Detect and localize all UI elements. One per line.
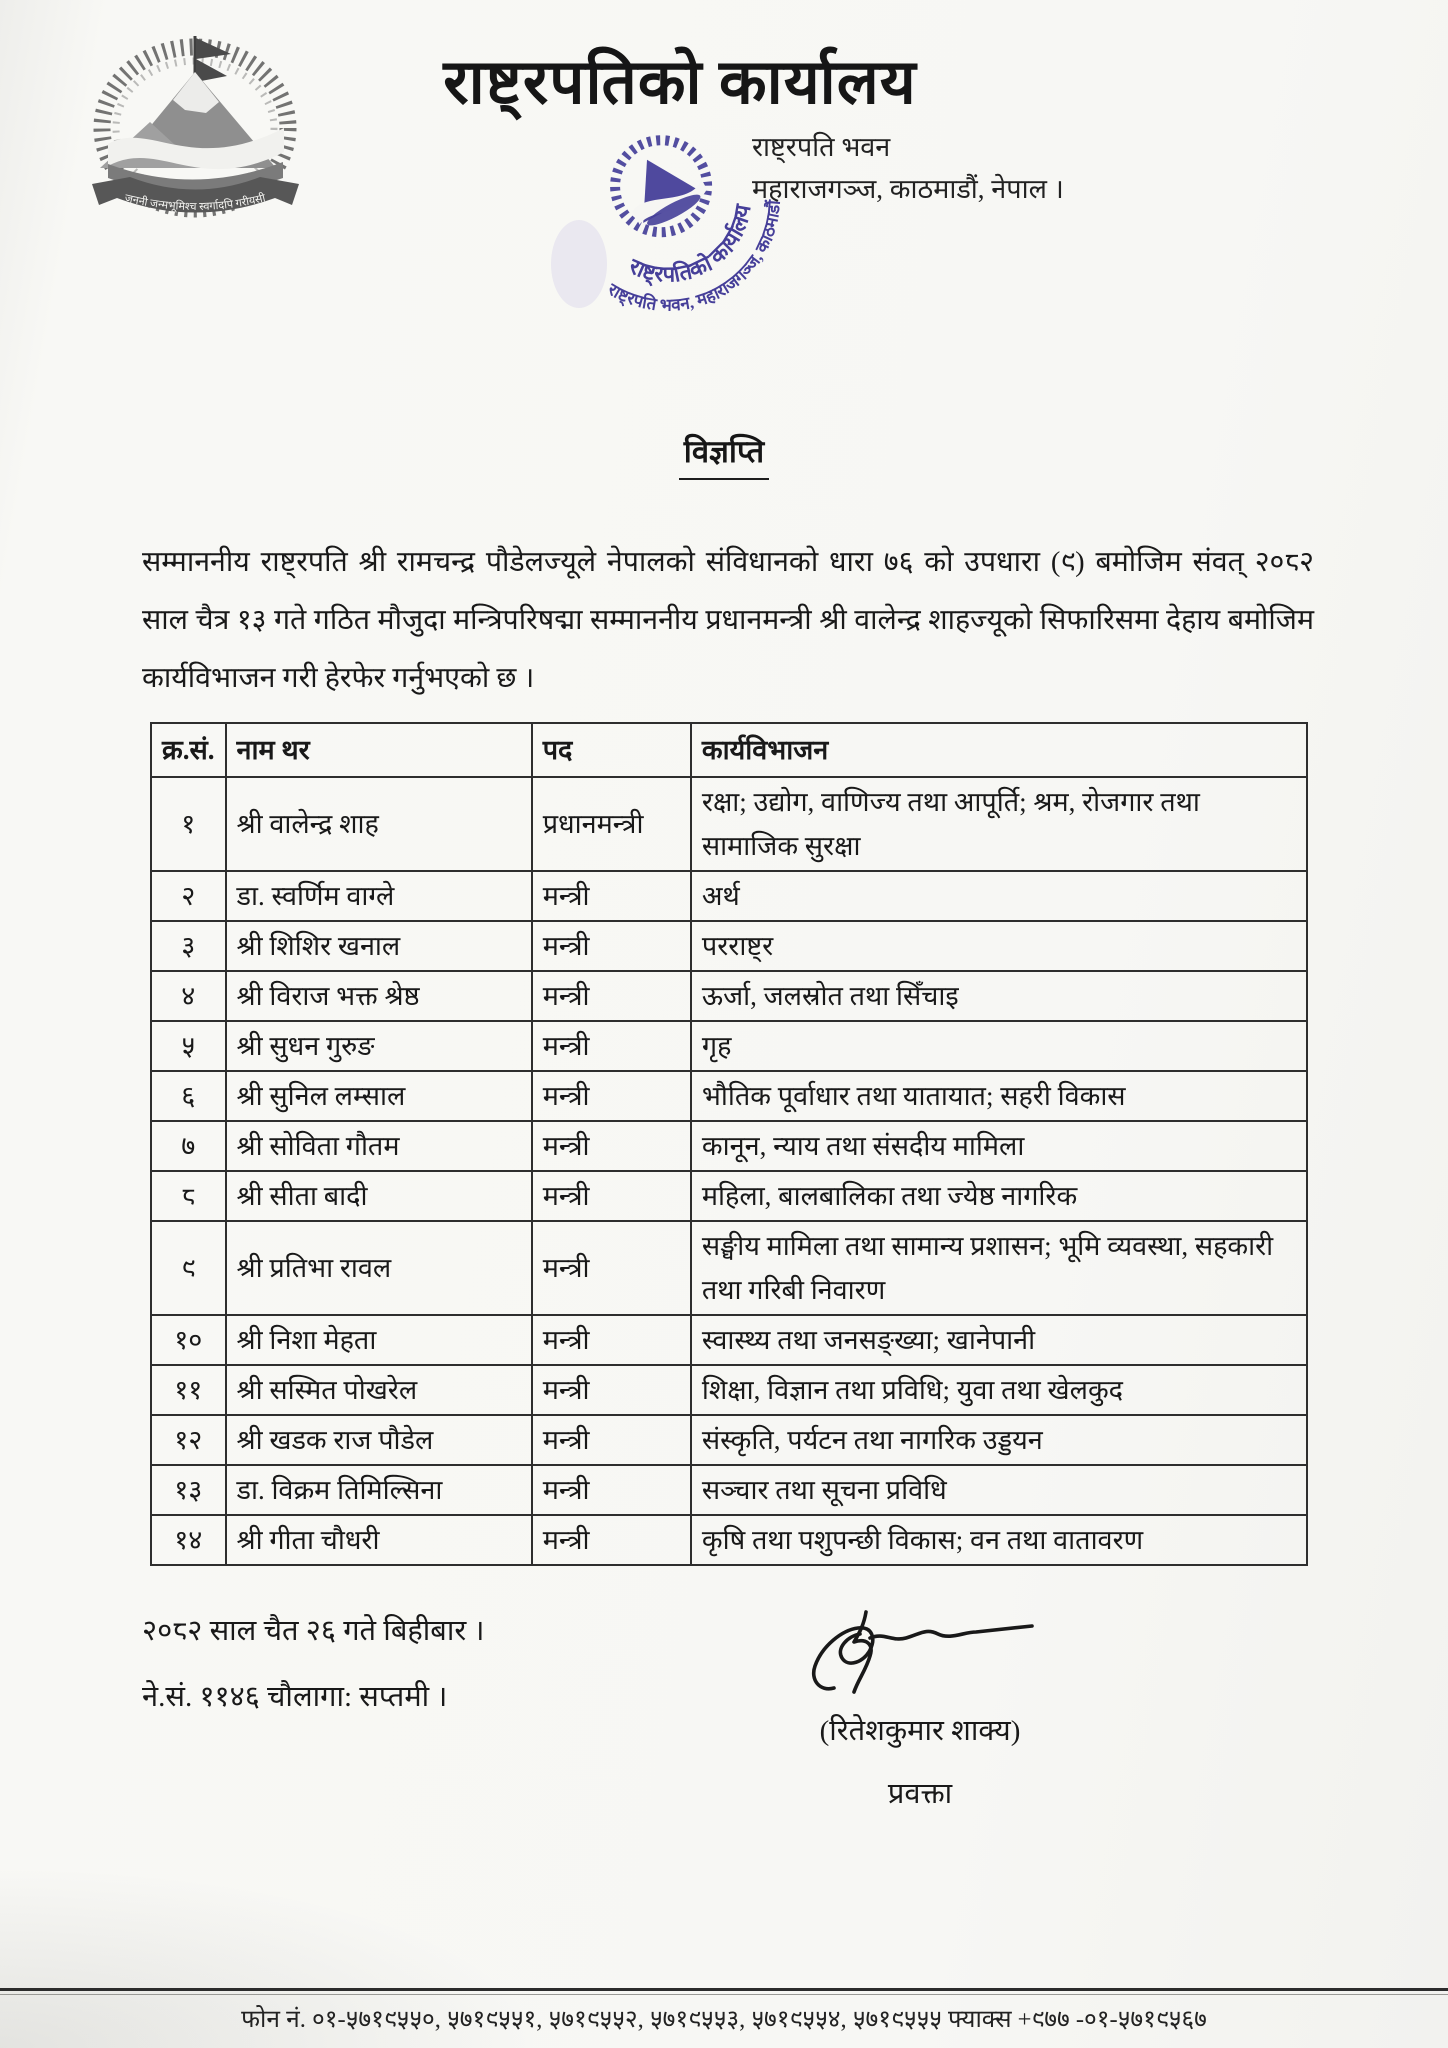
cell-position: मन्त्री	[532, 921, 691, 971]
cell-serial-number: १३	[151, 1465, 226, 1515]
cell-serial-number: ८	[151, 1171, 226, 1221]
cell-position: मन्त्री	[532, 1415, 691, 1465]
table-row	[151, 1021, 1307, 1071]
cell-portfolio: स्वास्थ्य तथा जनसङ्ख्या; खानेपानी	[691, 1315, 1307, 1365]
cell-position: मन्त्री	[532, 1365, 691, 1415]
cell-position: मन्त्री	[532, 1021, 691, 1071]
footer-rule	[0, 1988, 1448, 1991]
notice-title: विज्ञप्ति	[679, 430, 769, 480]
signatory-title: प्रवक्ता	[887, 1778, 953, 1810]
notice-body-paragraph: सम्माननीय राष्ट्रपति श्री रामचन्द्र पौडेलज्यूले नेपालको संविधानको धारा ७६ को उपधारा (९) बमोजिम संवत् २०८२ साल चैत्र १३ गते गठित मौजुदा मन्त्रिपरिषद्मा सम्माननीय प्रधानमन्त्री श्री वालेन्द्र शाहज्यूको सिफारिसमा देहाय बमोजिम कार्यविभाजन गरी हेरफेर गर्नुभएको छ ।	[142, 547, 1314, 694]
cell-position: प्रधानमन्त्री	[532, 777, 691, 871]
table-header-row	[151, 723, 1307, 777]
table-row	[151, 1515, 1307, 1565]
cell-serial-number: ६	[151, 1071, 226, 1121]
date-line-ns: ने.सं. ११४६ चौलागा: सप्तमी ।	[142, 1681, 448, 1713]
cell-serial-number: १	[151, 777, 226, 871]
table-row	[151, 1365, 1307, 1415]
cell-portfolio: भौतिक पूर्वाधार तथा यातायात; सहरी विकास	[691, 1071, 1307, 1121]
cell-minister-name: डा. विक्रम तिमिल्सिना	[226, 1465, 532, 1515]
cell-position: मन्त्री	[532, 1071, 691, 1121]
cell-position: मन्त्री	[532, 1221, 691, 1315]
cell-minister-name: श्री वालेन्द्र शाह	[226, 777, 532, 871]
closing-dates	[142, 1598, 484, 1730]
table-row	[151, 1221, 1307, 1315]
signatory-name: (रितेशकुमार शाक्य)	[819, 1715, 1021, 1747]
address-line-2: महाराजगञ्ज, काठमाडौं, नेपाल ।	[752, 174, 1064, 204]
cell-minister-name: श्री विराज भक्त श्रेष्ठ	[226, 971, 532, 1021]
cell-position: मन्त्री	[532, 1465, 691, 1515]
table-row	[151, 1315, 1307, 1365]
cell-position: मन्त्री	[532, 1515, 691, 1565]
cell-serial-number: १४	[151, 1515, 226, 1565]
table-row	[151, 971, 1307, 1021]
address-line-1: राष्ट्रपति भवन	[752, 132, 891, 162]
cell-minister-name: डा. स्वर्णिम वाग्ले	[226, 871, 532, 921]
table-row	[151, 777, 1307, 871]
cabinet-assignment-table	[150, 722, 1308, 1566]
cell-serial-number: २	[151, 871, 226, 921]
table-row	[151, 871, 1307, 921]
cell-minister-name: श्री निशा मेहता	[226, 1315, 532, 1365]
col-header-serial: क्र.सं.	[151, 723, 226, 777]
signature-block	[740, 1604, 1100, 1812]
logo-motto-text: जननी जन्मभूमिश्च स्वर्गादपि गरीयसी	[123, 192, 267, 214]
cell-portfolio: परराष्ट्र	[691, 921, 1307, 971]
cell-portfolio: गृह	[691, 1021, 1307, 1071]
cell-position: मन्त्री	[532, 971, 691, 1021]
office-title: राष्ट्रपतिको कार्यालय	[443, 49, 917, 117]
cell-portfolio: रक्षा; उद्योग, वाणिज्य तथा आपूर्ति; श्रम, रोजगार तथा सामाजिक सुरक्षा	[691, 777, 1307, 871]
cell-minister-name: श्री खडक राज पौडेल	[226, 1415, 532, 1465]
col-header-portfolio: कार्यविभाजन	[691, 723, 1307, 777]
cell-position: मन्त्री	[532, 1121, 691, 1171]
cell-serial-number: ११	[151, 1365, 226, 1415]
stamp-arc-text-address: राष्ट्रपति भवन, महाराजगञ्ज, काठमाडौं	[604, 199, 784, 315]
date-line-bs: २०८२ साल चैत २६ गते बिहीबार ।	[142, 1615, 485, 1647]
cell-serial-number: ५	[151, 1021, 226, 1071]
cell-serial-number: ९	[151, 1221, 226, 1315]
cell-minister-name: श्री गीता चौधरी	[226, 1515, 532, 1565]
nepal-coat-of-arms-icon	[78, 26, 314, 242]
table-row	[151, 1465, 1307, 1515]
cell-position: मन्त्री	[532, 1315, 691, 1365]
ink-smudge	[551, 220, 607, 308]
cell-portfolio: कृषि तथा पशुपन्छी विकास; वन तथा वातावरण	[691, 1515, 1307, 1565]
cell-serial-number: १२	[151, 1415, 226, 1465]
cell-minister-name: श्री शिशिर खनाल	[226, 921, 532, 971]
cell-portfolio: ऊर्जा, जलस्रोत तथा सिँचाइ	[691, 971, 1307, 1021]
cell-serial-number: ३	[151, 921, 226, 971]
cell-serial-number: १०	[151, 1315, 226, 1365]
handwritten-signature-icon	[800, 1604, 1050, 1708]
table-row	[151, 1071, 1307, 1121]
cell-position: मन्त्री	[532, 1171, 691, 1221]
cell-serial-number: ४	[151, 971, 226, 1021]
cell-portfolio: संस्कृति, पर्यटन तथा नागरिक उड्डयन	[691, 1415, 1307, 1465]
footer-contact: फोन नं. ०१-५७१९५५०, ५७१९५५१, ५७१९५५२, ५७१९५५३, ५७१९५५४, ५७१९५५५ फ्याक्स +९७७ -०१-५७१९५६७	[241, 2006, 1207, 2033]
notice-title-wrap	[0, 430, 1448, 480]
cell-portfolio: सञ्चार तथा सूचना प्रविधि	[691, 1465, 1307, 1515]
cell-minister-name: श्री सुधन गुरुङ	[226, 1021, 532, 1071]
cell-portfolio: कानून, न्याय तथा संसदीय मामिला	[691, 1121, 1307, 1171]
cell-minister-name: श्री सोविता गौतम	[226, 1121, 532, 1171]
col-header-name: नाम थर	[226, 723, 532, 777]
cabinet-table-body	[151, 777, 1307, 1565]
cell-position: मन्त्री	[532, 871, 691, 921]
footer-rule-shadow	[0, 1994, 1448, 1995]
table-row	[151, 1121, 1307, 1171]
cell-minister-name: श्री सस्मित पोखरेल	[226, 1365, 532, 1415]
office-address	[752, 126, 1064, 210]
cell-minister-name: श्री सुनिल लम्साल	[226, 1071, 532, 1121]
cell-portfolio: अर्थ	[691, 871, 1307, 921]
cell-portfolio: शिक्षा, विज्ञान तथा प्रविधि; युवा तथा खेलकुद	[691, 1365, 1307, 1415]
cell-minister-name: श्री सीता बादी	[226, 1171, 532, 1221]
table-row	[151, 1415, 1307, 1465]
cell-serial-number: ७	[151, 1121, 226, 1171]
table-row	[151, 921, 1307, 971]
table-row	[151, 1171, 1307, 1221]
cell-portfolio: महिला, बालबालिका तथा ज्येष्ठ नागरिक	[691, 1171, 1307, 1221]
col-header-position: पद	[532, 723, 691, 777]
stamp-arc-text-office: राष्ट्रपतिको कार्यालय	[625, 202, 756, 287]
cell-portfolio: सङ्घीय मामिला तथा सामान्य प्रशासन; भूमि व्यवस्था, सहकारी तथा गरिबी निवारण	[691, 1221, 1307, 1315]
cell-minister-name: श्री प्रतिभा रावल	[226, 1221, 532, 1315]
